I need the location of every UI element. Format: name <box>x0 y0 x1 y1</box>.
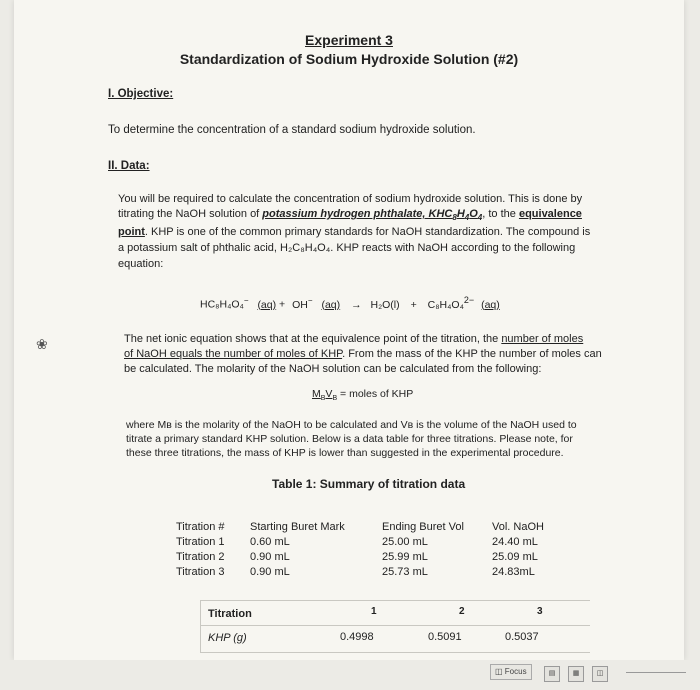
table2-cell: 0.5037 <box>505 631 539 643</box>
sub-b: B <box>332 395 338 403</box>
table2-row-divider <box>200 625 590 626</box>
table-header: Starting Buret Mark <box>250 521 345 533</box>
table-cell: 0.90 mL <box>250 566 290 578</box>
table-cell: 0.90 mL <box>250 551 290 563</box>
charge: − <box>243 296 249 305</box>
table-header: Ending Buret Vol <box>382 521 464 533</box>
table1-column-ending <box>382 520 492 580</box>
document-title: Standardization of Sodium Hydroxide Solution (#2) <box>179 51 519 67</box>
table1-column-starting <box>250 520 370 580</box>
paragraph2-line3: be calculated. The molarity of the NaOH solution can be calculated from the following: <box>124 363 542 375</box>
table-cell: 25.73 mL <box>382 566 428 578</box>
reactant-1: HC₈H₄O₄ <box>200 298 244 311</box>
paragraph3-line3: these three titrations, the mass of KHP is lower than suggested in the experimental procedure. <box>126 447 564 459</box>
paragraph1-line2 <box>118 208 582 222</box>
state-aq: (aq) <box>481 298 500 311</box>
focus-icon: ◫ <box>495 667 503 676</box>
paragraph1-line1: You will be required to calculate the concentration of sodium hydroxide solution. This is done by <box>118 193 583 205</box>
focus-button[interactable] <box>490 664 532 680</box>
paragraph3-line1: where Mʙ is the molarity of the NaOH to be calculated and Vʙ is the volume of the NaOH used to <box>126 419 577 431</box>
objective-heading: I. Objective: <box>108 88 174 100</box>
table2-cell: 0.4998 <box>340 631 374 643</box>
table2-col-header: 1 <box>371 606 377 617</box>
table-cell: 25.00 mL <box>382 536 428 548</box>
table-cell: 25.09 mL <box>492 551 538 563</box>
table-cell: Titration 3 <box>176 566 225 578</box>
table1-column-volume <box>492 520 582 580</box>
table-cell: 0.60 mL <box>250 536 290 548</box>
paragraph1-line3 <box>118 226 590 238</box>
paragraph2-line1 <box>124 333 583 345</box>
data-heading: II. Data: <box>108 160 150 172</box>
text-span: . KHP is one of the common primary standards for NaOH standardization. The compound is <box>144 226 591 238</box>
table-header: Vol. NaOH <box>492 521 544 533</box>
formula-term <box>312 388 338 403</box>
m-text: M <box>312 388 321 400</box>
text-span: titrating the NaOH solution of <box>118 208 263 220</box>
h-text: H <box>456 208 465 220</box>
table-header: Titration # <box>176 521 225 533</box>
arrow-icon: → <box>351 298 362 311</box>
o-text: O <box>469 208 478 220</box>
table2-cell: 0.5091 <box>428 631 462 643</box>
sub-4a: 4 <box>464 213 470 223</box>
print-layout-icon[interactable]: ▦ <box>568 666 584 682</box>
table2-col-header: 2 <box>459 606 465 617</box>
zoom-slider-track[interactable] <box>626 672 686 673</box>
margin-mark-icon: ❀ <box>36 336 48 352</box>
charge: − <box>307 296 313 305</box>
underlined-phrase: number of moles <box>501 333 584 345</box>
table2-bottom-border <box>200 652 590 653</box>
v-text: V <box>325 388 333 400</box>
table2-col-header: 3 <box>537 606 543 617</box>
objective-text: To determine the concentration of a standard sodium hydroxide solution. <box>108 124 476 136</box>
sub-8: 8 <box>452 213 457 223</box>
text-span: , to the <box>482 208 519 220</box>
focus-label: Focus <box>504 667 527 676</box>
document-page <box>14 0 684 660</box>
status-bar <box>0 660 700 690</box>
reactant-2: OH <box>292 298 308 311</box>
paragraph1-line5: equation: <box>118 258 164 270</box>
read-mode-icon[interactable]: ▤ <box>544 666 560 682</box>
molarity-formula <box>312 388 413 402</box>
table-cell: 24.40 mL <box>492 536 538 548</box>
sub-4b: 4 <box>477 213 483 223</box>
experiment-number: Experiment 3 <box>305 32 393 48</box>
table2-row-label-titration: Titration <box>208 608 252 620</box>
plus-sign: + <box>410 298 417 311</box>
chemical-equation <box>200 295 500 311</box>
state-aq: (aq) <box>321 298 341 311</box>
paragraph1-line4: a potassium salt of phthalic acid, H₂C₈H₄O₄. KHP reacts with NaOH according to the following <box>118 242 576 254</box>
equivalence-term: equivalence <box>518 208 582 220</box>
table-cell: 24.83mL <box>492 566 535 578</box>
point-term: point <box>118 226 145 238</box>
table-cell: Titration 1 <box>176 536 225 548</box>
product-1: H₂O(l) <box>370 298 400 311</box>
product-2: C₈H₄O₄ <box>427 298 464 311</box>
table2-row-label-khp: KHP (g) <box>208 632 247 644</box>
khp-name <box>262 208 483 223</box>
text-span: The net ionic equation shows that at the equivalence point of the titration, the <box>124 333 502 345</box>
text-span: . From the mass of the KHP the number of moles can <box>342 348 602 360</box>
sub-b: B <box>320 395 326 403</box>
plus-sign: + <box>279 298 286 311</box>
khp-text: potassium hydrogen phthalate, KHC <box>262 208 453 220</box>
paragraph2-line2 <box>124 348 602 360</box>
table2-left-border <box>200 600 201 652</box>
web-layout-icon[interactable]: ◫ <box>592 666 608 682</box>
table2-top-border <box>200 600 590 601</box>
underlined-phrase: of NaOH equals the number of moles of KHP <box>124 348 343 360</box>
table-cell: 25.99 mL <box>382 551 428 563</box>
table1-caption: Table 1: Summary of titration data <box>272 477 466 491</box>
paragraph3-line2: titrate a primary standard KHP solution. Below is a data table for three titrations. Please note, for <box>126 433 573 445</box>
formula-rest: = moles of KHP <box>337 388 414 400</box>
table-cell: Titration 2 <box>176 551 225 563</box>
state-aq: (aq) <box>257 298 277 311</box>
charge: 2− <box>463 295 475 305</box>
